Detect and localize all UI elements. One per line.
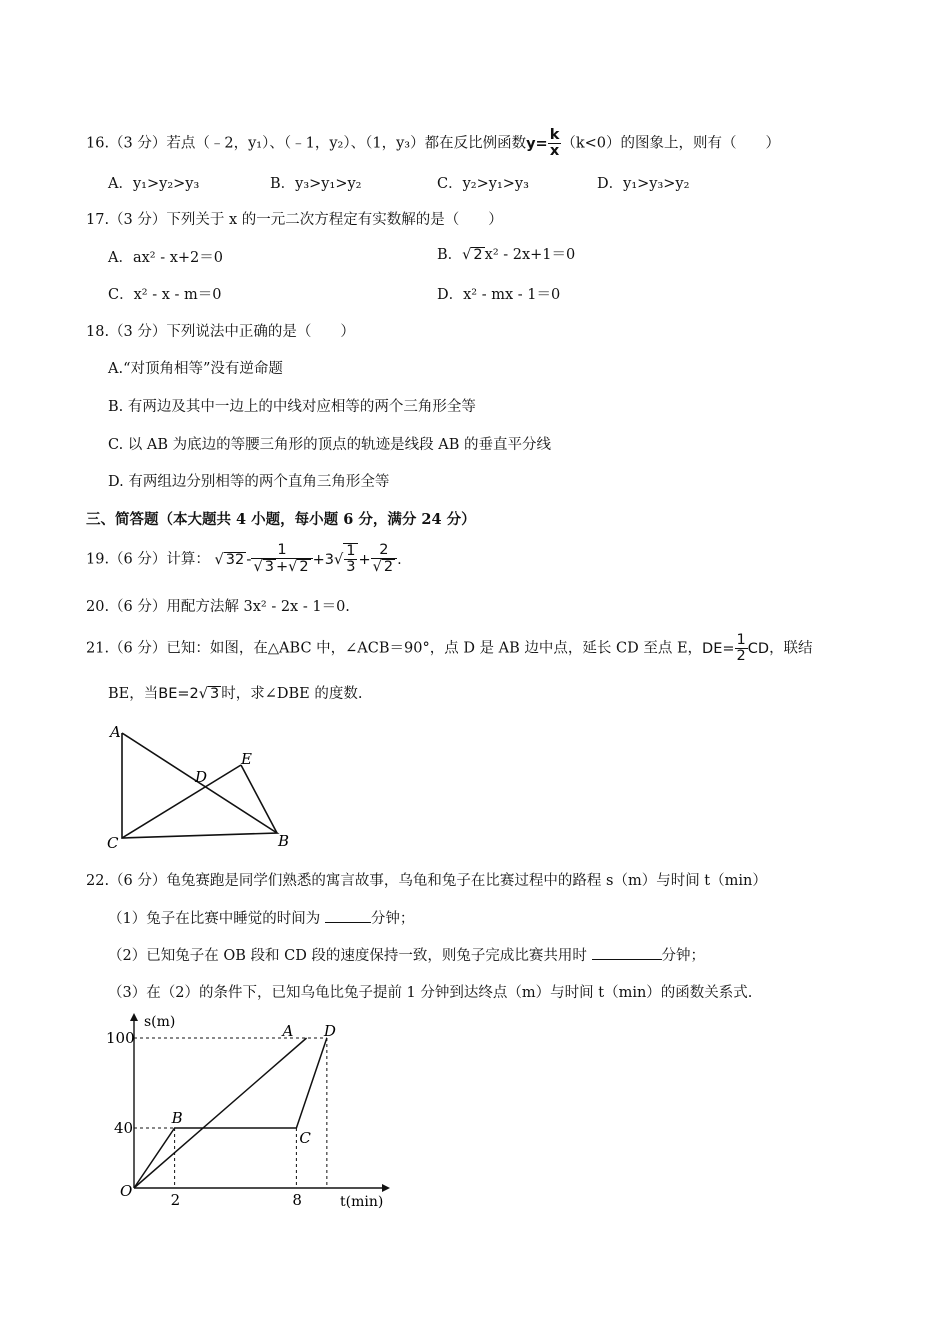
x-tick-2: 2	[170, 1191, 181, 1209]
q16-option-c[interactable]: C．y₂>y₁>y₃	[437, 176, 529, 192]
label-a: A	[110, 723, 121, 741]
q18-option-a[interactable]: A.“对顶角相等”没有逆命题	[108, 361, 283, 377]
q16-stem: 16.（3 分）若点（﹣2，y₁）、（﹣1，y₂）、（1，y₃）都在反比例函数	[86, 135, 527, 152]
y-axis-label: s(m)	[144, 1014, 176, 1030]
q16-tail: （k<0）的图象上，则有（ ）	[561, 135, 781, 152]
y-tick-100: 100	[106, 1029, 135, 1047]
q22-stem: 22.（6 分）龟兔赛跑是同学们熟悉的寓言故事，乌龟和兔子在比赛过程中的路程 s（m）与时间 t（min）	[86, 873, 767, 889]
rabbit-line	[134, 1038, 327, 1188]
q18-option-c[interactable]: C. 以 AB 为底边的等腰三角形的顶点的轨迹是线段 AB 的垂直平分线	[108, 437, 551, 453]
q21-line1: 21.（6 分）已知：如图，在△ABC 中，∠ACB＝90°，点 D 是 AB 边中点，延长 CD 至点 E，DE= $\frac{1}{2}$ CD，联结	[86, 632, 813, 665]
q16-option-b[interactable]: B．y₃>y₁>y₂	[270, 176, 362, 192]
y-axis-arrow	[130, 1013, 138, 1021]
q17-option-d[interactable]: D．x² - mx - 1＝0	[437, 287, 561, 303]
tortoise-line	[134, 1038, 307, 1188]
q22-blank2[interactable]	[592, 947, 662, 960]
q21-be-formula: BE=2√ 3	[158, 686, 220, 702]
x-axis-arrow	[382, 1184, 390, 1192]
y-tick-40: 40	[114, 1119, 134, 1137]
point-b-label: B	[171, 1109, 183, 1127]
q17-option-a[interactable]: A．ax² - x+2＝0	[108, 250, 224, 266]
q22-graph	[100, 1010, 400, 1215]
segment-ce	[122, 765, 241, 838]
point-d-label: D	[323, 1022, 336, 1040]
point-a-label: A	[282, 1022, 294, 1040]
label-e: E	[241, 750, 252, 768]
label-d: D	[195, 768, 208, 786]
q16-option-a[interactable]: A．y₁>y₂>y₃	[108, 176, 200, 192]
q19-expression: √ 32 - $\frac{1}{√ 3 +√ 2}$ +3√ $\frac{1}{3}$ + $\frac{2}{√ 2}$ .	[214, 542, 402, 576]
q18-option-b[interactable]: B. 有两边及其中一边上的中线对应相等的两个三角形全等	[108, 399, 476, 415]
origin-label: O	[120, 1182, 133, 1200]
q22-part3: （3）在（2）的条件下，已知乌龟比兔子提前 1 分钟到达终点（m）与时间 t（min）的函数关系式.	[108, 985, 753, 1001]
q22-part1: （1）兔子在比赛中睡觉的时间为 分钟；	[108, 911, 415, 927]
q18-stem: 18.（3 分）下列说法中正确的是（ ）	[86, 324, 355, 340]
q17-option-c[interactable]: C．x² - x - m＝0	[108, 287, 222, 303]
q16-func: y= $\frac{k}{x}$	[526, 127, 560, 160]
q18-option-d[interactable]: D. 有两组边分别相等的两个直角三角形全等	[108, 474, 390, 490]
q21-triangle-figure	[100, 720, 300, 855]
point-c-label: C	[299, 1129, 311, 1147]
q22-blank1[interactable]	[325, 910, 371, 923]
q19-line: 19.（6 分）计算： √ 32 - $\frac{1}{√ 3 +√ 2}$ +3√ $\frac{1}{3}$ + $\frac{2}{√ 2}$ .	[86, 542, 402, 576]
label-b: B	[278, 832, 290, 850]
q16-line	[86, 128, 780, 159]
q17-stem: 17.（3 分）下列关于 x 的一元二次方程定有实数解的是（ ）	[86, 212, 503, 228]
segment-eb	[241, 765, 277, 833]
x-axis-label: t(min)	[340, 1194, 384, 1210]
q21-line2: BE，当BE=2√ 3 时，求∠DBE 的度数.	[108, 686, 363, 702]
x-tick-8: 8	[292, 1191, 302, 1209]
q17-option-b[interactable]: B．√ 2 x² - 2x+1＝0	[437, 247, 576, 263]
q20-stem: 20.（6 分）用配方法解 3x² - 2x - 1＝0.	[86, 599, 350, 615]
section-3-heading: 三、简答题（本大题共 4 小题，每小题 6 分，满分 24 分）	[86, 511, 476, 528]
q22-part2: （2）已知兔子在 OB 段和 CD 段的速度保持一致，则兔子完成比赛共用时 分钟；	[108, 948, 706, 964]
q21-de-formula: DE= $\frac{1}{2}$ CD	[702, 632, 770, 665]
q16-option-d[interactable]: D．y₁>y₃>y₂	[597, 176, 690, 192]
label-c: C	[107, 834, 119, 852]
